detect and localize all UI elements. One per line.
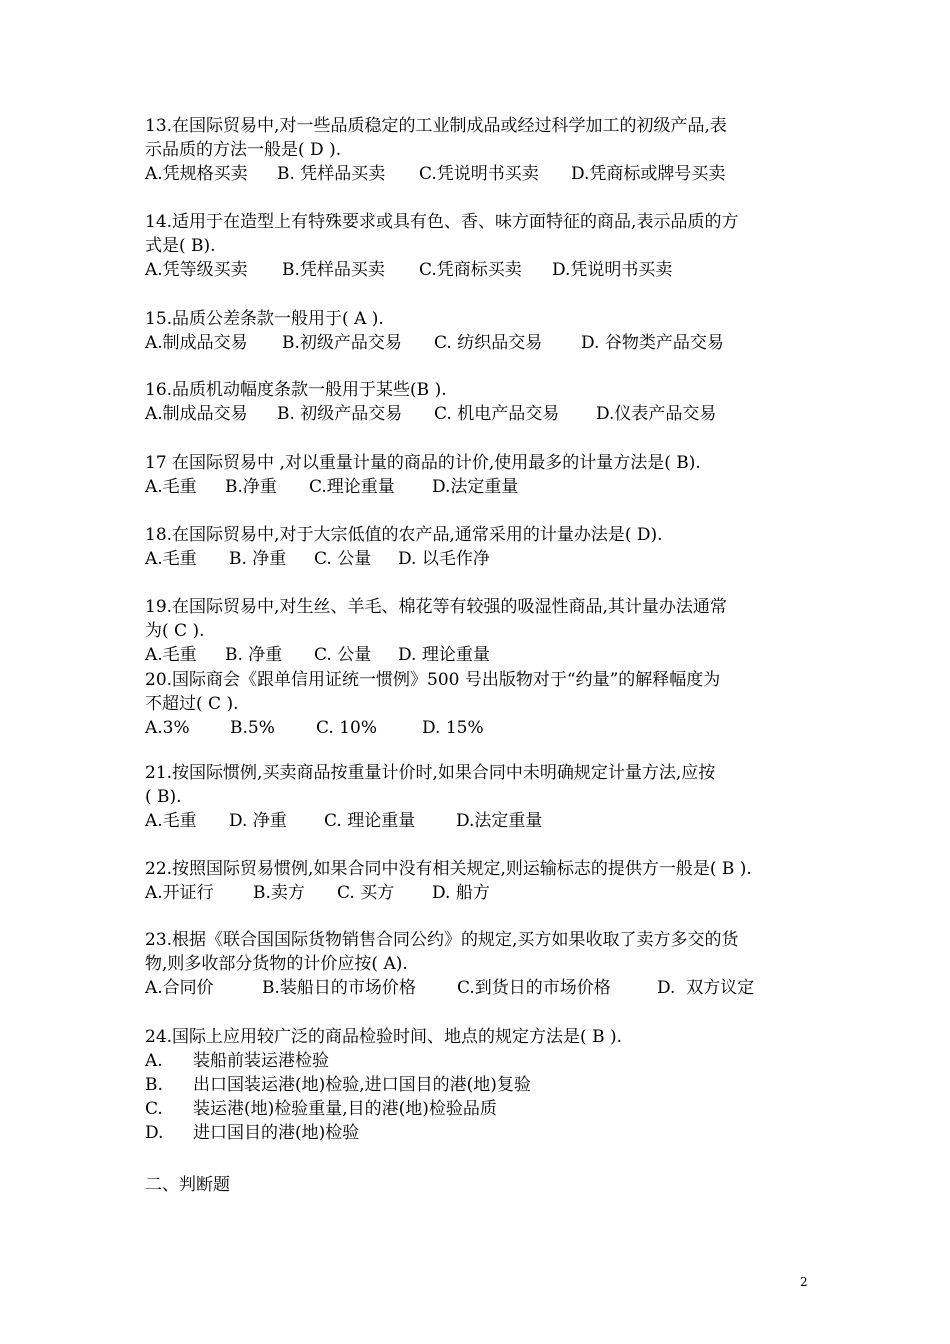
option-label: B.: [145, 1075, 163, 1095]
option-d: D. 谷物类产品交易: [581, 333, 724, 353]
option-a: A.开证行: [145, 883, 214, 903]
option-c: C. 公量: [314, 645, 372, 665]
option-c: C.理论重量: [309, 477, 395, 497]
option-b: B.5%: [230, 718, 275, 738]
options-row: [145, 475, 825, 499]
option-d: D.凭商标或牌号买卖: [571, 164, 726, 184]
option-row-a: [145, 1049, 825, 1073]
options-row: [145, 162, 825, 186]
option-label: A.: [145, 1051, 163, 1071]
question-line: 23.根据《联合国国际货物销售合同公约》的规定,买方如果收取了卖方多交的货: [145, 930, 739, 950]
question-23: [145, 928, 825, 1000]
option-d: D. 15%: [422, 718, 484, 738]
page-number: 2: [800, 1275, 808, 1289]
option-c: C. 公量: [314, 549, 372, 569]
question-line: 21.按国际惯例,买卖商品按重量计价时,如果合同中未明确规定计量方法,应按: [145, 763, 716, 783]
option-row-c: [145, 1097, 825, 1121]
question-line: 14.适用于在造型上有特殊要求或具有色、香、味方面特征的商品,表示品质的方: [145, 212, 739, 232]
option-d: D. 理论重量: [398, 645, 490, 665]
question-20: [145, 668, 825, 740]
question-line: 物,则多收部分货物的计价应按( A).: [145, 954, 408, 974]
option-label: C.: [145, 1099, 163, 1119]
question-line: 式是( B).: [145, 236, 216, 256]
option-a: A.凭规格买卖: [145, 164, 248, 184]
option-c: C. 纺织品交易: [434, 333, 543, 353]
question-line: 24.国际上应用较广泛的商品检验时间、地点的规定方法是( B ).: [145, 1027, 623, 1047]
option-d: D.法定重量: [456, 811, 543, 831]
question-line: 20.国际商会《跟单信用证统一惯例》500 号出版物对于“约量”的解释幅度为: [145, 670, 721, 690]
option-d: D.仪表产品交易: [596, 404, 717, 424]
question-line: 16.品质机动幅度条款一般用于某些(B ).: [145, 380, 447, 400]
option-a: A.合同价: [145, 978, 214, 998]
question-line: 18.在国际贸易中,对于大宗低值的农产品,通常采用的计量办法是( D).: [145, 525, 663, 545]
option-text: 进口国目的港(地)检验: [193, 1123, 360, 1143]
option-text: 装船前装运港检验: [193, 1051, 329, 1071]
question-19: [145, 595, 825, 667]
question-line: 13.在国际贸易中,对一些品质稳定的工业制成品或经过科学加工的初级产品,表: [145, 116, 727, 136]
option-label: D.: [145, 1123, 164, 1143]
option-d: D.法定重量: [432, 477, 519, 497]
option-c: C. 买方: [337, 883, 395, 903]
option-a: A.毛重: [145, 811, 197, 831]
option-d: D. 船方: [432, 883, 490, 903]
option-d: D.凭说明书买卖: [552, 260, 673, 280]
question-line: 15.品质公差条款一般用于( A ).: [145, 309, 384, 329]
option-c: C.凭说明书买卖: [419, 164, 539, 184]
option-b: D. 净重: [229, 811, 287, 831]
option-c: C. 机电产品交易: [434, 404, 560, 424]
options-row: [145, 809, 825, 833]
option-b: B.初级产品交易: [282, 333, 402, 353]
question-21: [145, 761, 825, 833]
option-a: A.制成品交易: [145, 333, 248, 353]
option-a: A.制成品交易: [145, 404, 248, 424]
option-a: A.凭等级买卖: [145, 260, 248, 280]
option-d: D. 以毛作净: [398, 549, 490, 569]
question-line: 为( C ).: [145, 621, 205, 641]
option-b: B.净重: [225, 477, 277, 497]
option-row-d: [145, 1121, 825, 1145]
option-c: C. 10%: [316, 718, 377, 738]
option-d: D. 双方议定: [657, 978, 755, 998]
option-a: A.3%: [145, 718, 190, 738]
section-title: 二、判断题: [145, 1175, 230, 1195]
option-text: 装运港(地)检验重量,目的港(地)检验品质: [193, 1099, 497, 1119]
question-line: 22.按照国际贸易惯例,如果合同中没有相关规定,则运输标志的提供方一般是( B ).: [145, 859, 752, 879]
question-13: [145, 114, 825, 186]
option-b: B.装船日的市场价格: [262, 978, 416, 998]
question-16: [145, 378, 825, 426]
option-b: B. 净重: [229, 549, 287, 569]
options-row: [145, 716, 825, 740]
options-row: [145, 402, 825, 426]
question-line: 17 在国际贸易中 ,对以重量计量的商品的计价,使用最多的计量方法是( B).: [145, 453, 701, 473]
options-row: [145, 643, 825, 667]
options-row: [145, 258, 825, 282]
options-row: [145, 881, 825, 905]
question-14: [145, 210, 825, 282]
options-row: [145, 976, 825, 1000]
option-row-b: [145, 1073, 825, 1097]
question-line: 不超过( C ).: [145, 694, 239, 714]
option-b: B.凭样品买卖: [282, 260, 385, 280]
option-c: C. 理论重量: [324, 811, 416, 831]
option-a: A.毛重: [145, 477, 197, 497]
question-17: [145, 451, 825, 499]
option-a: A.毛重: [145, 549, 197, 569]
question-24: [145, 1025, 825, 1145]
option-c: C.到货日的市场价格: [457, 978, 611, 998]
question-line: ( B).: [145, 787, 182, 807]
option-b: B. 净重: [225, 645, 283, 665]
question-22: [145, 857, 825, 905]
question-18: [145, 523, 825, 571]
question-line: 19.在国际贸易中,对生丝、羊毛、棉花等有较强的吸湿性商品,其计量办法通常: [145, 597, 727, 617]
options-row: [145, 331, 825, 355]
option-b: B.卖方: [253, 883, 305, 903]
question-15: [145, 307, 825, 355]
option-c: C.凭商标买卖: [419, 260, 522, 280]
option-b: B. 初级产品交易: [277, 404, 403, 424]
question-line: 示品质的方法一般是( D ).: [145, 140, 342, 160]
option-text: 出口国装运港(地)检验,进口国目的港(地)复验: [193, 1075, 531, 1095]
options-row: [145, 547, 825, 571]
option-b: B. 凭样品买卖: [277, 164, 386, 184]
option-a: A.毛重: [145, 645, 197, 665]
